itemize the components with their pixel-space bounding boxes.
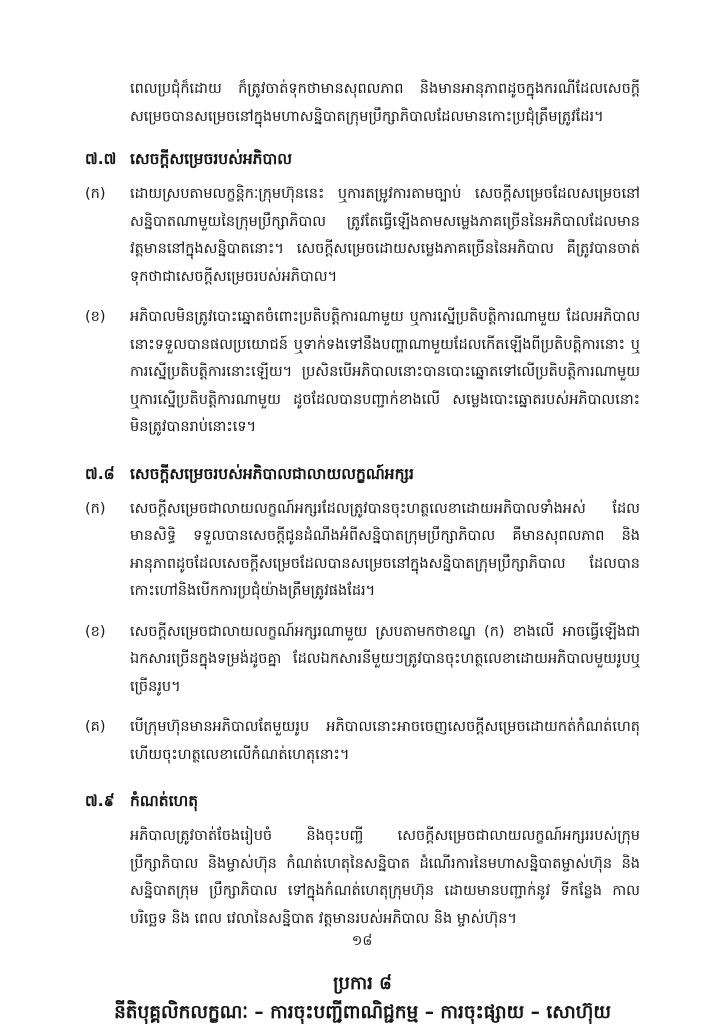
article-8-heading xyxy=(85,970,640,1024)
list-item-7-7-ka xyxy=(85,181,640,291)
list-item-label: (ខ) xyxy=(85,623,106,640)
article-number-line: ប្រការ ៨ xyxy=(333,973,392,994)
list-item-7-8-ka xyxy=(85,496,640,606)
list-item-7-8-ko xyxy=(85,714,640,769)
section-title-7-9: កំណត់ហេតុ xyxy=(130,792,199,810)
paragraph-continuation: ពេលប្រជុំក៏ដោយ ក៏ត្រូវចាត់ទុកថាមានសុពលភាព និងមានអានុភាពដូចក្នុងករណីដែលសេចក្ដី សម្រេចបានសម្រេចនៅក្នុងមហាសន្និបាតក្រុមប្រឹក្សាភិបាលដែលមានកោះប្រជុំត្រឹមត្រូវដែរ។ xyxy=(130,81,640,125)
section-title-7-7: សេចក្ដីសម្រេចរបស់អភិបាល xyxy=(130,150,293,168)
section-title-7-8: សេចក្ដីសម្រេចរបស់អភិបាលជាលាយលក្ខណ៍អក្សរ xyxy=(130,464,414,483)
list-item-text: សេចក្ដីសម្រេចជាលាយលក្ខណ៍អក្សរដែលត្រូវបានចុះហត្ថលេខាដោយអភិបាលទាំងអស់ ដែល មានសិទ្ធិ ទទួលបានសេចក្ដីជូនដំណឹងអំពីសន្និបាតក្រុមប្រឹក្សាភិបាល គឺមានសុពលភាព និង អានុភាពដូចដែលសេចក្ដីសម្រេចដែលបានសម្រេចនៅក្នុងសន្និបាតក្រុមប្រឹក្សាភិបាល ដែលបាន កោះហៅនិងបើកការប្រជុំយ៉ាងត្រឹមត្រូវផងដែរ។ xyxy=(130,500,640,599)
list-item-text: បើក្រុមហ៊ុនមានអភិបាលតែមួយរូប អភិបាលនោះអាចចេញសេចក្ដីសម្រេចដោយកត់កំណត់ហេតុ ហើយចុះហត្ថលេខាលើកំណត់ហេតុនោះ។ xyxy=(130,719,640,763)
list-item-label: (គ) xyxy=(85,719,106,735)
section-7-9-paragraph-row xyxy=(85,823,640,933)
section-number-7-8: ៧.៨ xyxy=(85,464,115,483)
article-title-line: នីតិបុគ្គលិកលក្ខណៈ – ការចុះបញ្ជីពាណិជ្ជកម្ម – ការចុះផ្សាយ – សោហ៊ុយ xyxy=(114,1002,611,1023)
list-item-label: (ខ) xyxy=(85,309,106,325)
section-7-9-paragraph: អភិបាលត្រូវចាត់ចែងរៀបចំ និងចុះបញ្ជី សេចក្ដីសម្រេចជាលាយលក្ខណ៍អក្សររបស់ក្រុមប្រឹក្សាភិបាល និងម្ចាស់ហ៊ុន កំណត់ហេតុនៃសន្និបាត ដំណើរការនៃមហាសន្និបាតម្ចាស់ហ៊ុន និង សន្និបាតក្រុម ប្រឹក្សាភិបាល ទៅក្នុងកំណត់ហេតុក្រុមហ៊ុន ដោយមានបញ្ជាក់នូវ ទីកន្លែង កាលបរិច្ឆេទ និង ពេល វេលានៃសន្និបាត វត្តមានរបស់អភិបាល និង ម្ចាស់ហ៊ុន។ xyxy=(130,828,640,927)
list-item-text: ដោយស្របតាមលក្ខន្តិកៈក្រុមហ៊ុននេះ ឬការតម្រូវការតាមច្បាប់ សេចក្ដីសម្រេចដែលសម្រេចនៅ សន្និបាតណាមួយនៃក្រុមប្រឹក្សាភិបាល ត្រូវតែធ្វើឡើងតាមសម្លេងភាគច្រើននៃអភិបាលដែលមាន វត្តមាននៅក្នុងសន្និបាតនោះ។ សេចក្ដីសម្រេចដោយសម្លេងភាគច្រើននៃអភិបាល គឺត្រូវបានចាត់ ទុកថាជាសេចក្ដីសម្រេចរបស់អភិបាល។ xyxy=(130,186,640,285)
list-item-7-8-kho xyxy=(85,619,640,702)
list-item-text: សេចក្ដីសម្រេចជាលាយលក្ខណ៍អក្សរណាមួយ ស្របតាមកថាខណ្ឌ (ក) ខាងលើ អាចធ្វើឡើងជា ឯកសារច្រើនក្នុងទម្រង់ដូចគ្នា ដែលឯកសារនីមួយៗត្រូវបានចុះហត្ថលេខាដោយអភិបាលមួយរូបឬ ច្រើនរូប។ xyxy=(130,623,640,695)
section-heading-7-9 xyxy=(85,786,640,816)
page-number: ១៨ xyxy=(351,933,373,949)
list-item-text: អភិបាលមិនត្រូវបោះឆ្នោតចំពោះប្រតិបត្តិការណាមួយ ឬការស្នើប្រតិបត្តិការណាមួយ ដែលអភិបាល នោះទទួលបានផលប្រយោជន៍ ឬទាក់ទងទៅនឹងបញ្ហាណាមួយដែលកើតឡើងពីប្រតិបត្តិការនោះ ឬ ការស្នើប្រតិបត្តិការនោះឡើយ។ ប្រសិនបើអភិបាលនោះបានបោះឆ្នោតទៅលើប្រតិបត្តិការណាមួយ ឬការស្នើប្រតិបត្តិការណាមួយ ដូចដែលបានបញ្ជាក់ខាងលើ សម្លេងបោះឆ្នោតរបស់អភិបាលនោះ មិនត្រូវបានរាប់នោះទេ។ xyxy=(130,309,640,435)
list-item-label: (ក) xyxy=(85,186,106,202)
section-number-7-9: ៧.៩ xyxy=(85,792,115,810)
section-heading-7-8 xyxy=(85,459,640,489)
section-heading-7-7 xyxy=(85,144,640,174)
list-item-label: (ក) xyxy=(85,500,106,517)
section-number-7-7: ៧.៧ xyxy=(85,150,117,168)
list-item-7-7-kho xyxy=(85,304,640,442)
